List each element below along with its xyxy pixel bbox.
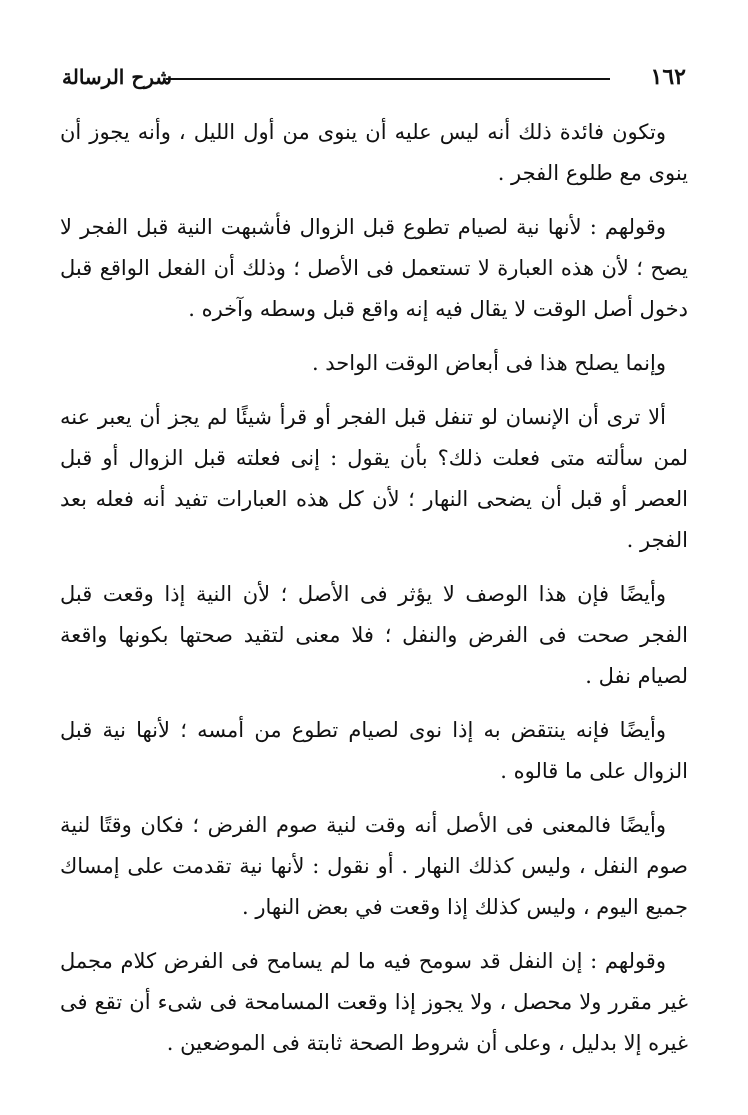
paragraph: وقولهم : لأنها نية لصيام تطوع قبل الزوال فأشبهت النية قبل الفجر لا يصح ؛ لأن هذه العبارة لا تستعمل فى الأصل ؛ وذلك أن الفعل الواقع قبل دخول أصل الوقت لا يقال فيه إنه واقع قبل وسطه وآخره . bbox=[60, 215, 688, 321]
paragraph: وتكون فائدة ذلك أنه ليس عليه أن ينوى من أول الليل ، وأنه يجوز أن ينوى مع طلوع الفجر . bbox=[60, 120, 688, 185]
running-title: شرح الرسالة bbox=[62, 65, 173, 89]
page-header bbox=[62, 62, 686, 96]
page-number: ١٦٢ bbox=[650, 64, 686, 90]
paragraph: وإنما يصلح هذا فى أبعاض الوقت الواحد . bbox=[311, 351, 666, 375]
paragraph: ألا ترى أن الإنسان لو تنفل قبل الفجر أو قرأ شيئًا لم يجز أن يعبر عنه لمن سألته متى فعلت ذلك؟ بأن يقول : إنى فعلته قبل الزوال أو قبل العصر أو قبل أن يضحى النهار ؛ لأن كل هذه العبارات تفيد أنه فعله بعد الفجر . bbox=[60, 405, 688, 552]
paragraph: وقولهم : إن النفل قد سومح فيه ما لم يسامح فى الفرض كلام مجمل غير مقرر ولا محصل ، ولا يجوز إذا وقعت المسامحة فى شىء أن تقع فى غيره إلا بدليل ، وعلى أن شروط الصحة ثابتة فى الموضعين . bbox=[60, 949, 688, 1055]
body-text bbox=[60, 112, 688, 1077]
paragraph: وأيضًا فإن هذا الوصف لا يؤثر فى الأصل ؛ لأن النية إذا وقعت قبل الفجر صحت فى الفرض والنفل ؛ فلا معنى لتقيد صحتها بكونها واقعة لصيام نفل . bbox=[60, 582, 688, 688]
paragraph: وأيضًا فالمعنى فى الأصل أنه وقت لنية صوم الفرض ؛ فكان وقتًا لنية صوم النفل ، وليس كذلك النهار . أو نقول : لأنها نية تقدمت على إمساك جميع اليوم ، وليس كذلك إذا وقعت في بعض النهار . bbox=[60, 813, 688, 919]
paragraph: وأيضًا فإنه ينتقض به إذا نوى لصيام تطوع من أمسه ؛ لأنها نية قبل الزوال على ما قالوه . bbox=[60, 718, 688, 783]
header-rule bbox=[166, 78, 610, 80]
